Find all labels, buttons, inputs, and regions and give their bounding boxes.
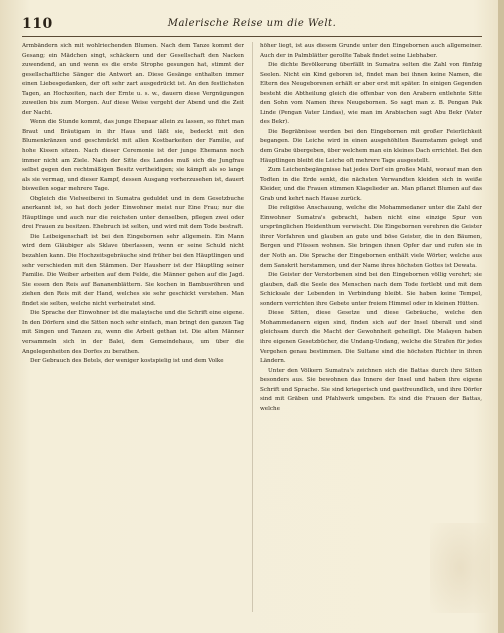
running-title: Malerische Reise um die Welt.	[167, 18, 337, 29]
paragraph: Die Sprache der Einwohner ist die malayische und die Schrift eine eigene. In den Dörfern sind die Sitten noch sehr einfach, man bringt den ganzen Tag mit Singen und Tanzen zu, wenn die Arbeit gethan ist. Die alten Männer versammeln sich in der Balei, dem Gemeindehaus, um über die Angelegenheiten des Dorfes zu berathen.	[22, 310, 244, 355]
page-header	[22, 18, 482, 34]
page-edge	[498, 0, 504, 633]
paragraph: höher liegt, ist aus diesem Grunde unter den Eingebornen auch allgemeiner. Auch der in Palmblätter gerollte Tabak findet seine Liebhaber.	[260, 43, 482, 59]
paragraph: Diese Sitten, diese Gesetze und diese Gebräuche, welche den Mohammedanern eigen sind, finden sich auf der Insel überall und sind gleichsam durch die Macht der Gewohnheit geheiligt. Die Malayen haben ihre eigenen Gesetzbücher, die Undang-Undang, welche die Strafen für jedes Vergehen genau bestimmen. Die Sultane sind die höchsten Richter in ihren Ländern.	[260, 310, 482, 365]
paragraph: Die religiöse Anschauung, welche die Mohammedaner unter die Zahl der Einwohner Sumatra's gebracht, haben nicht eine einzige Spur von ursprünglichen Heidenthum verwischt. Die Eingebornen verehren die Geister ihrer Vorfahren und glauben an gute und böse Geister, die in den Bäumen, Bergen und Flüssen wohnen. Sie bringen ihnen Opfer dar und rufen sie in der Noth an. Die Sprache der Eingebornen enthält viele Wörter, welche aus dem Sanskrit herstammen, und der Name ihres höchsten Gottes ist Dewata.	[260, 205, 482, 269]
header-rule	[22, 36, 482, 37]
paragraph: Die Begräbnisse werden bei den Eingebornen mit großer Feierlichkeit begangen. Die Leiche wird in einen ausgehöhlten Baumstamm gelegt und dem Grabe übergeben, über welchem man ein kleines Dach errichtet. Bei den Häuptlingen bleibt die Leiche oft mehrere Tage ausgestellt.	[260, 128, 482, 164]
paragraph: Armbändern sich mit wohlriechenden Blumen. Nach dem Tanze kommt der Gesang; ein Mädchen singt, schäckern und der Gesellschaft den Nacken zuwendend, an und wenn es die erste Strophe gesungen hat, stimmt der gesellschaftliche Sänger die Antwort an. Diese Gesänge enthalten immer einen Liebesgedanken, der oft sehr zart ausgedrückt ist. An den festlichsten Tagen, an Hochzeiten, nach der Ernte u. s. w., dauern diese Vergnügungen zuweilen bis zum Morgen. Auf diese Weise vergeht der Abend und die Zeit der Nacht.	[22, 43, 244, 116]
paragraph: Zum Leichenbegängnisse hat jedes Dorf ein großes Mahl, worauf man den Todten in die Erde senkt, die nächsten Verwandten kleiden sich in weiße Kleider, und die Frauen stimmen Klagelieder an. Man pflanzt Blumen auf das Grab und kehrt nach Hause zurück.	[260, 167, 482, 202]
paragraph: Der Gebrauch des Betels, der weniger kostspielig ist und dem Volke	[30, 358, 224, 365]
page-number: 110	[22, 16, 53, 32]
paragraph: Wenn die Stunde kommt, das junge Ehepaar allein zu lassen, so führt man Braut und Bräutigam in ihr Haus und läßt sie, bedeckt mit den Blumenkränzen und geschmückt mit allen Kostbarkeiten der Familie, auf hohe Kissen sitzen. Nach dieser Ceremonie ist der junge Ehemann noch immer nicht am Ziele. Nach der Sitte des Landes muß sich die Jungfrau selbst gegen den rechtmäßigen Besitz vertheidigen; sie kämpft als so lange als sie vermag, und dieser Kampf, dessen Ausgang vorherzusehen ist, dauert bisweilen sogar mehrere Tage.	[22, 119, 244, 193]
paragraph: Die Leibeigenschaft ist bei den Eingebornen sehr allgemein. Ein Mann wird dem Gläubiger als Sklave überlassen, wenn er seine Schuld nicht bezahlen kann. Die Hochzeitsgebräuche sind früher bei den Häuptlingen und sehr verschieden mit den Stämmen. Der Hausherr ist der Häuptling seiner Familie. Die Weiber arbeiten auf dem Felde, die Männer gehen auf die Jagd. Sie essen den Reis auf Bananenblättern. Sie kochen in Bambusröhren und ziehen den Reis mit der Hand, welches sie sehr geschickt verstehen. Man findet sie selten, welche nicht verheiratet sind.	[22, 233, 244, 307]
paragraph: Obgleich die Vielweiberei in Sumatra geduldet und in dem Gesetzbuche anerkannt ist, so hat doch jeder Einwohner meist nur Eine Frau; nur die Häuptlinge und auch nur die reichsten unter denselben, pflegen zwei oder drei Frauen zu besitzen. Ehebruch ist selten, und wird mit dem Tode bestraft.	[22, 195, 244, 231]
column-divider	[252, 42, 253, 612]
paragraph: Die dichte Bevölkerung überfällt in Sumatra selten die Zahl von fünfzig Seelen. Nicht ein Kind geboren ist, findet man bei ihnen keine Namen, die Eltern des Neugeborenen erhält er aber erst mit später. In einigen Gegenden besteht die Abtheilung gleich die offenbar von den Arabern entlehnte Sitte den Sohn vom Namen ihres Neugebornen. So sagt man z. B. Pengan Pak Linde (Pengan Vater Lindas), wie man im Arabischen sagt Abu Bekr (Vater des Bekr).	[260, 62, 482, 126]
right-column	[260, 42, 482, 612]
paragraph: Die Geister der Verstorbenen sind bei den Eingebornen völlig verehrt; sie glauben, daß die Seele des Menschen nach dem Tode fortlebt und mit dem Schicksale der Lebenden in Verbindung bleibt. Sie haben keine Tempel, sondern verrichten ihre Gebete unter freiem Himmel oder in kleinen Hütten.	[260, 272, 482, 307]
left-column	[22, 42, 244, 612]
paragraph: Unter den Völkern Sumatra's zeichnen sich die Battas durch ihre Sitten besonders aus. Sie bewohnen das Innere der Insel und haben ihre eigene Schrift und Sprache. Sie sind kriegerisch und gastfreundlich, und ihre Dörfer sind mit Gräben und Pfahlwerk umgeben. Es sind die Frauen der Battas, welche	[260, 367, 482, 412]
